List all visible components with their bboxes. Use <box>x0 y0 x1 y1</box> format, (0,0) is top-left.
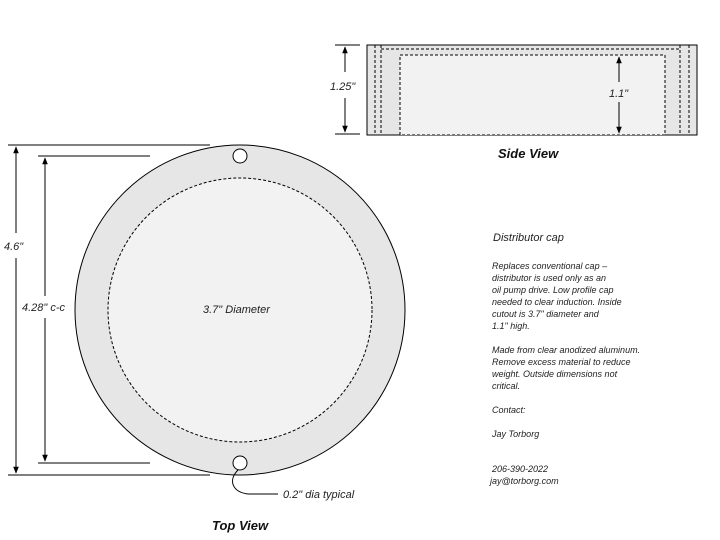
top-view <box>4 145 405 533</box>
description-line: cutout is 3.7" diameter and <box>492 309 599 319</box>
description-line: 1.1" high. <box>492 321 530 331</box>
material-line: weight. Outside dimensions not <box>492 369 618 379</box>
diameter-label: 3.7" Diameter <box>203 304 270 316</box>
description-line: distributor is used only as an <box>492 273 607 283</box>
material-line: Remove excess material to reduce <box>492 357 631 367</box>
description-line: Replaces conventional cap – <box>492 261 608 271</box>
hole-size-label: 0.2" dia typical <box>283 489 355 501</box>
contact-label: Contact: <box>492 405 526 415</box>
notes-title: Distributor cap <box>493 232 564 244</box>
contact-name: Jay Torborg <box>492 429 540 439</box>
side-cutout-label: 1.1" <box>609 88 629 100</box>
contact-email: jay@torborg.com <box>490 476 559 486</box>
side-height-label: 1.25" <box>330 81 356 93</box>
material-line: critical. <box>492 381 521 391</box>
description-line: oil pump drive. Low profile cap <box>492 285 614 295</box>
cc-dimension-label: 4.28" c-c <box>22 302 66 314</box>
notes-block <box>489 232 640 486</box>
side-view <box>330 45 697 161</box>
mounting-hole-bottom <box>233 456 247 470</box>
description-line: needed to clear induction. Inside <box>492 297 622 307</box>
outer-dimension-label: 4.6" <box>4 241 24 253</box>
side-view-title: Side View <box>498 146 559 161</box>
material-line: Made from clear anodized aluminum. <box>492 345 641 355</box>
contact-phone: 206-390-2022 <box>492 464 549 474</box>
mounting-hole-top <box>233 149 247 163</box>
top-view-title: Top View <box>212 518 269 533</box>
